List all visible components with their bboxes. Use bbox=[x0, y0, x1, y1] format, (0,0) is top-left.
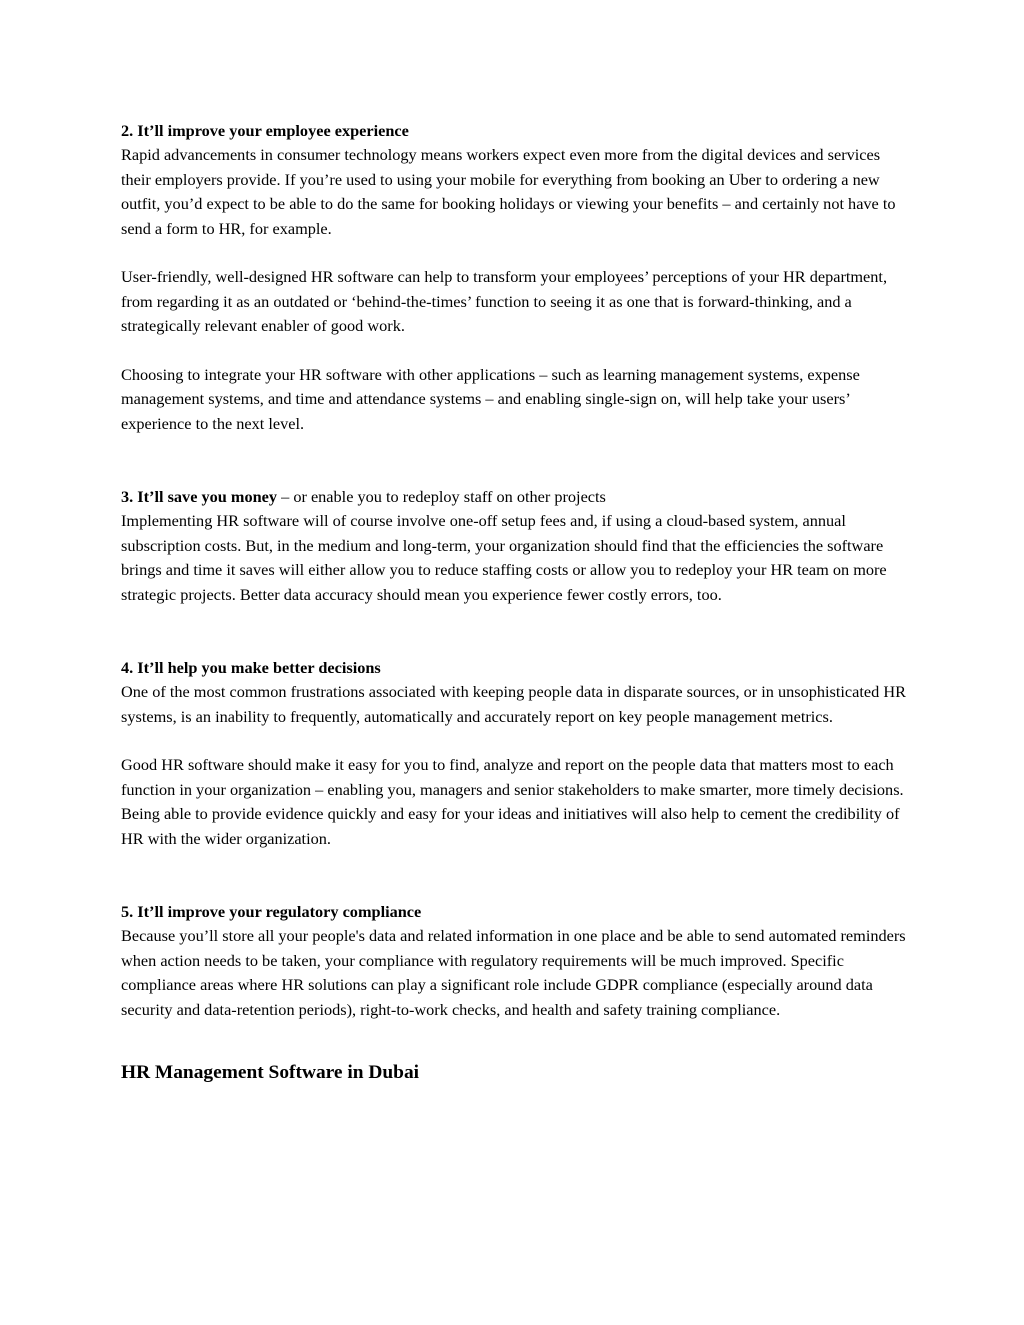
paragraph: Implementing HR software will of course involve one-off setup fees and, if using a cloud-based system, annual subscription costs. But, in the medium and long-term, your organization should find that the efficiencies the software brings and time it saves will either allow you to reduce staffing costs or allow you to redeploy your HR team on more strategic projects. Better data accuracy should mean you experience fewer costly errors, too. bbox=[121, 511, 887, 604]
section-heading bbox=[121, 119, 911, 143]
section-heading bbox=[121, 900, 911, 924]
section-title: 5. It’ll improve your regulatory compliance bbox=[121, 901, 422, 921]
section-regulatory-compliance bbox=[121, 900, 911, 1022]
section-heading bbox=[121, 656, 911, 680]
section-employee-experience bbox=[121, 119, 911, 436]
document-page bbox=[121, 119, 911, 1087]
paragraph: Rapid advancements in consumer technology means workers expect even more from the digital devices and services their employers provide. If you’re used to using your mobile for everything from booking an Uber to ordering a new outfit, you’d expect to be able to do the same for booking holidays or viewing your benefits – and certainly not have to send a form to HR, for example. bbox=[121, 145, 896, 238]
section-title-suffix: – or enable you to redeploy staff on other projects bbox=[277, 487, 606, 507]
paragraph: Good HR software should make it easy for you to find, analyze and report on the people data that matters most to each function in your organization – enabling you, managers and senior stakeholders to make smarter, more timely decisions. Being able to provide evidence quickly and easy for your ideas and initiatives will also help to cement the credibility of HR with the wider organization. bbox=[121, 755, 904, 848]
section-title: 2. It’ll improve your employee experience bbox=[121, 121, 409, 140]
section-save-money bbox=[121, 485, 911, 607]
section-title: 4. It’ll help you make better decisions bbox=[121, 657, 381, 677]
paragraph: Choosing to integrate your HR software with other applications – such as learning management systems, expense management systems, and time and attendance systems – and enabling single-sign on, will help take your users’ experience to the next level. bbox=[121, 365, 860, 433]
section-heading bbox=[121, 485, 911, 509]
page-heading: HR Management Software in Dubai bbox=[121, 1061, 420, 1083]
paragraph: One of the most common frustrations associated with keeping people data in disparate sources, or in unsophisticated HR systems, is an inability to frequently, automatically and accurately report on key people management metrics. bbox=[121, 682, 906, 726]
paragraph: Because you’ll store all your people's data and related information in one place and be able to send automated reminders when action needs to be taken, your compliance with regulatory requirements will be much improved. Specific compliance areas where HR solutions can play a significant role include GDPR compliance (especially around data security and data-retention periods), right-to-work checks, and health and safety training compliance. bbox=[121, 926, 906, 1019]
section-title: 3. It’ll save you money bbox=[121, 487, 278, 507]
paragraph: User-friendly, well-designed HR software can help to transform your employees’ perceptions of your HR department, from regarding it as an outdated or ‘behind-the-times’ function to seeing it as one that is forward-thinking, and a strategically relevant enabler of good work. bbox=[121, 267, 888, 336]
section-better-decisions bbox=[121, 656, 911, 851]
